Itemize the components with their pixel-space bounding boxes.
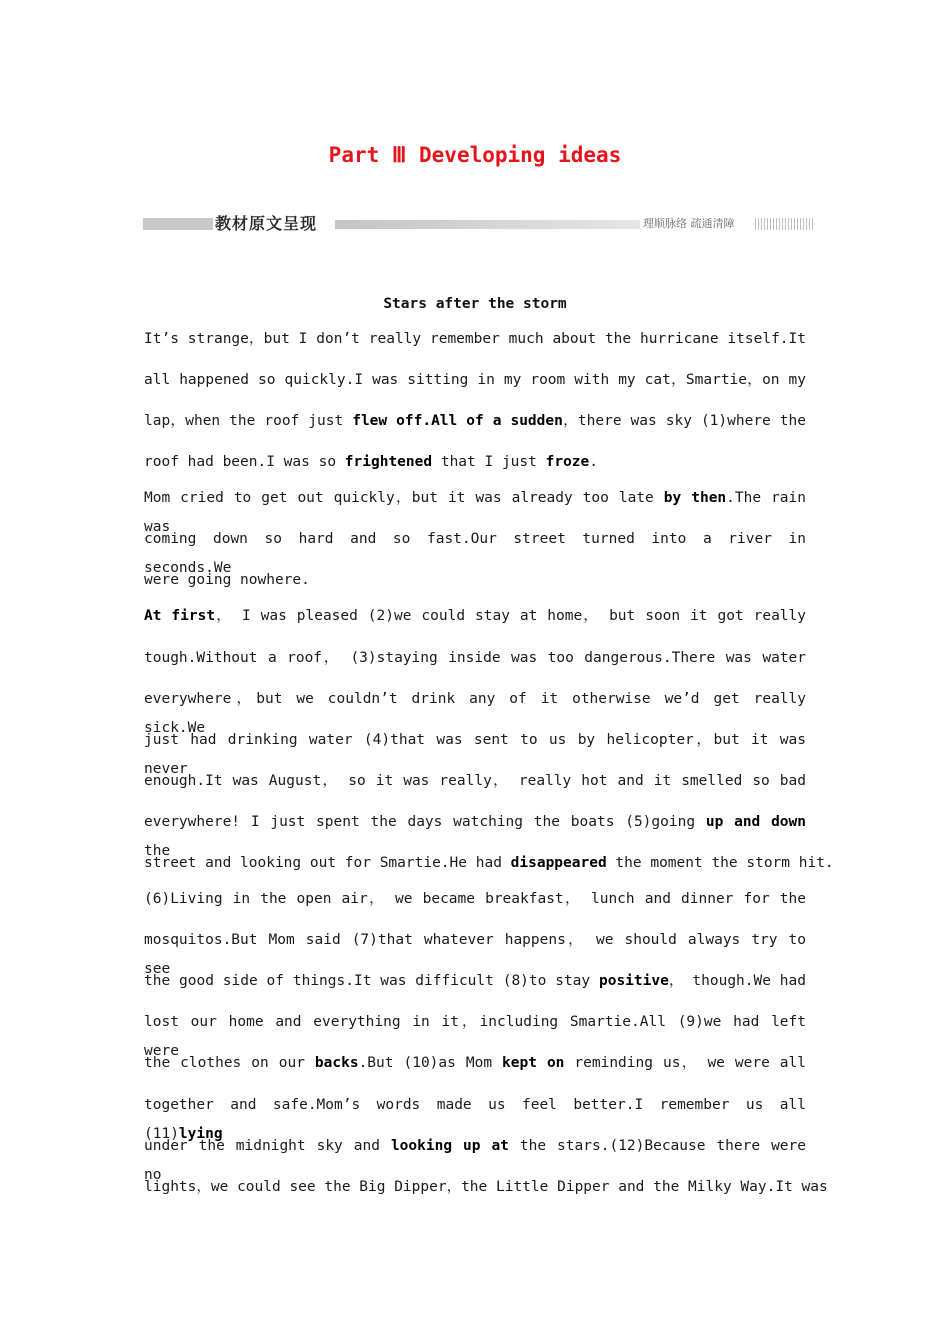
highlighted-phrase: froze: [545, 454, 590, 471]
paragraph: [144, 885, 828, 1209]
text-line: [144, 726, 806, 777]
text-segment: just had drinking water (4)that was sent to us by helicopter，but it was never: [144, 731, 806, 777]
text-line: [144, 885, 806, 926]
text-line: [144, 325, 806, 366]
text-segment: .But (10)as Mom: [358, 1055, 503, 1072]
banner-gradient-bar: [335, 220, 640, 229]
banner-left-bar: [143, 218, 213, 230]
text-segment: under the midnight sky and: [144, 1137, 391, 1154]
text-segment: everywhere! I just spent the days watching the boats (5)going: [144, 813, 706, 830]
text-segment: ， though.We had: [668, 973, 807, 990]
highlighted-phrase: disappeared: [510, 855, 607, 872]
text-segment: the: [144, 842, 171, 859]
text-line: [144, 484, 806, 536]
text-segment: mosquitos.But Mom said (7)that whatever happens， we should always try to see: [144, 932, 806, 978]
text-segment: ，there was sky (1)where the: [562, 413, 806, 430]
text-line: [144, 967, 806, 1008]
text-segment: everywhere，but we couldn’t drink any of it otherwise we’d get really sick.We: [144, 690, 806, 736]
text-line: [144, 849, 834, 885]
text-line: [144, 407, 806, 448]
text-line: [144, 566, 806, 602]
text-line: [144, 1091, 806, 1142]
article-body: [144, 325, 834, 1209]
paragraph: [144, 484, 806, 602]
text-segment: together and safe.Mom’s words made us feel better.I remember us all (11): [144, 1096, 806, 1142]
text-segment: street and looking out for Smartie.He had: [144, 855, 511, 872]
part-title: Part Ⅲ Developing ideas: [328, 143, 622, 167]
text-line: [144, 767, 806, 808]
text-segment: the good side of things.It was difficult (8)to stay: [144, 973, 599, 990]
text-line: [144, 448, 806, 484]
text-segment: lost our home and everything in it，including Smartie.All (9)we had left were: [144, 1014, 806, 1060]
text-line: [144, 602, 806, 643]
text-line: [144, 808, 806, 859]
text-line: [144, 685, 806, 736]
text-line: [144, 525, 806, 577]
paragraph: [144, 325, 806, 484]
highlighted-phrase: positive: [598, 973, 669, 990]
section-banner: [143, 213, 813, 235]
text-line: [144, 1049, 806, 1090]
text-segment: that I just: [432, 454, 546, 471]
text-line: [144, 1132, 806, 1183]
highlighted-phrase: flew off.All of a sudden: [352, 413, 563, 430]
text-segment: enough.It was August， so it was really， really hot and it smelled so bad: [144, 772, 806, 789]
banner-left-label: 教材原文呈现: [215, 214, 318, 233]
highlighted-phrase: looking up at: [390, 1137, 509, 1154]
paragraph: [144, 602, 834, 885]
text-segment: Mom cried to get out quickly，but it was already too late: [144, 490, 664, 507]
text-segment: the clothes on our: [144, 1055, 315, 1072]
highlighted-phrase: up and down: [705, 813, 806, 830]
text-line: [144, 926, 806, 978]
text-segment: lights，we could see the Big Dipper，the Little Dipper and the Milky Way.It was: [144, 1178, 828, 1195]
text-segment: roof had been.I was so: [144, 454, 345, 471]
text-segment: the moment the storm hit.: [606, 855, 834, 872]
banner-stripes: [755, 218, 813, 230]
highlighted-phrase: backs: [314, 1055, 359, 1072]
text-line: [144, 1008, 806, 1060]
text-segment: the stars.(12)Because there were no: [144, 1137, 806, 1183]
highlighted-phrase: At first: [144, 608, 216, 625]
text-segment: reminding us， we were all: [564, 1055, 806, 1072]
text-segment: .The rain was: [144, 490, 806, 536]
text-line: [144, 1173, 828, 1209]
text-segment: (6)Living in the open air， we became breakfast， lunch and dinner for the: [144, 891, 806, 908]
text-segment: all happened so quickly.I was sitting in my room with my cat，Smartie，on my: [144, 372, 806, 389]
article-title: Stars after the storm: [383, 296, 567, 312]
text-segment: tough.Without a roof， (3)staying inside was too dangerous.There was water: [144, 649, 806, 666]
text-segment: .: [589, 454, 598, 471]
text-segment: coming down so hard and so fast.Our street turned into a river in seconds.We: [144, 531, 806, 577]
text-segment: It’s strange，but I don’t really remember much about the hurricane itself.It: [144, 331, 806, 347]
banner-right-label: 理顺脉络 疏通清障: [643, 217, 735, 230]
text-line: [144, 366, 806, 407]
text-line: [144, 644, 806, 685]
highlighted-phrase: frightened: [344, 454, 433, 471]
highlighted-phrase: lying: [178, 1125, 223, 1142]
text-segment: were going nowhere.: [144, 572, 310, 589]
text-segment: lap，when the roof just: [144, 413, 353, 430]
text-segment: ， I was pleased (2)we could stay at home， but soon it got really: [215, 608, 806, 625]
highlighted-phrase: kept on: [502, 1055, 565, 1072]
highlighted-phrase: by then: [663, 490, 727, 507]
